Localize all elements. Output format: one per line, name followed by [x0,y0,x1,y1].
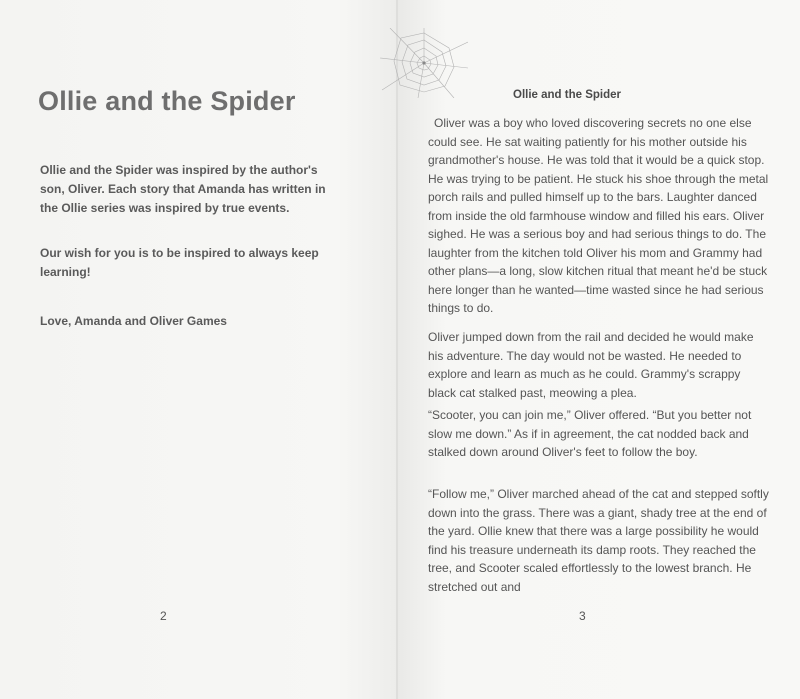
wish-paragraph: Our wish for you is to be inspired to always keep learning! [40,246,319,279]
story-paragraph: Oliver jumped down from the rail and decided he would make his adventure. The day would not be wasted. He needed to explore and learn as much as he could. Grammy's scrappy black cat stalked past, meowing a plea. [428,330,754,400]
left-page [0,0,398,699]
story-title: Ollie and the Spider [513,89,621,101]
page-number-right: 3 [579,609,586,623]
book-title: Ollie and the Spider [38,86,296,116]
page-number-left: 2 [160,609,167,623]
spider-web-icon [380,28,468,98]
story-paragraph: “Follow me,” Oliver marched ahead of the cat and stepped softly down into the grass. There was a giant, shady tree at the end of the yard. Ollie knew that there was a large possibility he would find his treasure underneath its damp roots. They reached the tree, and Scooter scaled effortlessly to the lowest branch. He stretched out and [428,487,769,594]
story-paragraph: “Scooter, you can join me,” Oliver offered. “But you better not slow me down.” As if in agreement, the cat nodded back and stalked down around Oliver's feet to follow the boy. [428,408,752,459]
right-page [398,0,800,699]
signoff: Love, Amanda and Oliver Games [40,314,227,328]
story-paragraph: Oliver was a boy who loved discovering secrets no one else could see. He sat waiting patiently for his mother outside his grandmother's house. He was told that it would be a quick stop. He was trying to be patient. He stuck his shoe through the metal porch rails and pulled himself up to the bars. Laughter danced from inside the old farmhouse window and filled his ears. Oliver sighed. He was a serious boy and had serious things to do. The laughter from the kitchen told Oliver his mom and Grammy had other plans—a long, slow kitchen ritual that meant he'd be stuck here longer than he wanted—time wasted since he had serious things to do. [428,116,769,315]
dedication-paragraph: Ollie and the Spider was inspired by the author's son, Oliver. Each story that Amanda has written in the Ollie series was inspired by true events. [40,163,326,215]
